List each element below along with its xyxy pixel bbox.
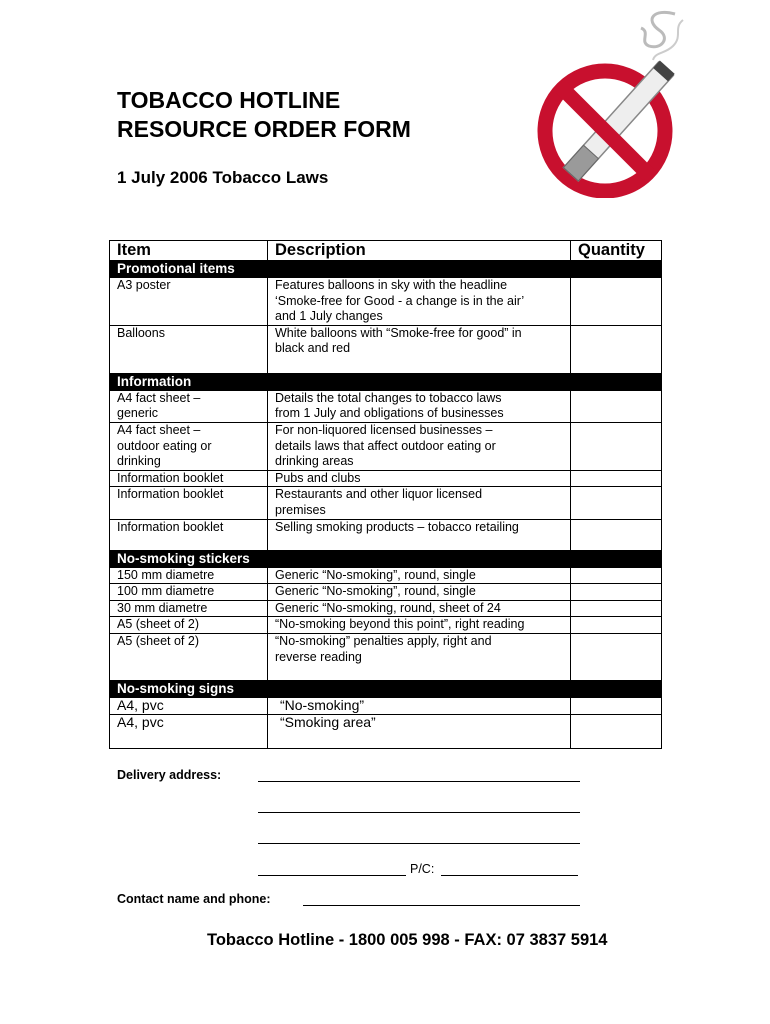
item-cell: A3 poster	[110, 278, 268, 326]
item-cell: A5 (sheet of 2)	[110, 617, 268, 634]
order-table	[109, 240, 662, 749]
postcode-label: P/C:	[410, 862, 435, 876]
description-cell: “No-smoking beyond this point”, right reading	[268, 617, 571, 634]
table-row	[110, 600, 662, 617]
column-header-quantity: Quantity	[571, 241, 662, 261]
table-row	[110, 584, 662, 601]
item-cell: A4, pvc	[110, 714, 268, 748]
delivery-address-line-3[interactable]	[258, 843, 580, 844]
description-cell: Features balloons in sky with the headline ‘Smoke-free for Good - a change is in the air’ and 1 July changes	[268, 278, 571, 326]
delivery-address-line-1[interactable]	[258, 781, 580, 782]
item-cell: 100 mm diametre	[110, 584, 268, 601]
table-header-row	[110, 241, 662, 261]
table-row	[110, 278, 662, 326]
item-cell: A5 (sheet of 2)	[110, 633, 268, 680]
item-cell: A4 fact sheet – outdoor eating or drinking	[110, 422, 268, 470]
quantity-field[interactable]	[571, 422, 662, 470]
item-cell: 30 mm diametre	[110, 600, 268, 617]
description-cell: “No-smoking”	[268, 697, 571, 714]
description-cell: Generic “No-smoking”, round, single	[268, 584, 571, 601]
column-header-description: Description	[268, 241, 571, 261]
table-row	[110, 697, 662, 714]
delivery-address-line-2[interactable]	[258, 812, 580, 813]
item-cell: A4, pvc	[110, 697, 268, 714]
section-header: No-smoking signs	[110, 680, 662, 697]
title-line-2: RESOURCE ORDER FORM	[117, 116, 411, 142]
subtitle: 1 July 2006 Tobacco Laws	[117, 168, 329, 187]
table-row	[110, 422, 662, 470]
contact-label: Contact name and phone:	[117, 892, 271, 906]
description-cell: “No-smoking” penalties apply, right and reverse reading	[268, 633, 571, 680]
item-cell: Information booklet	[110, 519, 268, 550]
table-row	[110, 519, 662, 550]
section-header: Promotional items	[110, 261, 662, 278]
quantity-field[interactable]	[571, 470, 662, 487]
delivery-address-line-4[interactable]	[258, 875, 406, 876]
description-cell: Selling smoking products – tobacco retailing	[268, 519, 571, 550]
quantity-field[interactable]	[571, 584, 662, 601]
title-line-1: TOBACCO HOTLINE	[117, 87, 341, 113]
column-header-item: Item	[110, 241, 268, 261]
description-cell: Generic “No-smoking, round, sheet of 24	[268, 600, 571, 617]
quantity-field[interactable]	[571, 617, 662, 634]
postcode-field[interactable]	[441, 875, 578, 876]
form-title	[117, 86, 411, 144]
no-smoking-icon	[533, 6, 701, 198]
quantity-field[interactable]	[571, 519, 662, 550]
item-cell: 150 mm diametre	[110, 567, 268, 584]
quantity-field[interactable]	[571, 325, 662, 373]
item-cell: Information booklet	[110, 487, 268, 519]
table-row	[110, 325, 662, 373]
section-header: Information	[110, 373, 662, 390]
table-row	[110, 617, 662, 634]
table-row	[110, 633, 662, 680]
quantity-field[interactable]	[571, 390, 662, 422]
description-cell: Details the total changes to tobacco laws from 1 July and obligations of businesses	[268, 390, 571, 422]
table-row	[110, 567, 662, 584]
table-row	[110, 714, 662, 748]
description-cell: White balloons with “Smoke-free for good” in black and red	[268, 325, 571, 373]
quantity-field[interactable]	[571, 633, 662, 680]
quantity-field[interactable]	[571, 278, 662, 326]
quantity-field[interactable]	[571, 697, 662, 714]
item-cell: Balloons	[110, 325, 268, 373]
quantity-field[interactable]	[571, 600, 662, 617]
table-row	[110, 390, 662, 422]
description-cell: Restaurants and other liquor licensed premises	[268, 487, 571, 519]
description-cell: Generic “No-smoking”, round, single	[268, 567, 571, 584]
table-row	[110, 487, 662, 519]
delivery-address-label: Delivery address:	[117, 768, 222, 782]
description-cell: Pubs and clubs	[268, 470, 571, 487]
item-cell: A4 fact sheet – generic	[110, 390, 268, 422]
item-cell: Information booklet	[110, 470, 268, 487]
quantity-field[interactable]	[571, 567, 662, 584]
hotline-footer: Tobacco Hotline - 1800 005 998 - FAX: 07 3837 5914	[207, 931, 608, 949]
description-cell: “Smoking area”	[268, 714, 571, 748]
contact-field[interactable]	[303, 905, 580, 906]
table-row	[110, 470, 662, 487]
quantity-field[interactable]	[571, 714, 662, 748]
quantity-field[interactable]	[571, 487, 662, 519]
section-header: No-smoking stickers	[110, 550, 662, 567]
description-cell: For non-liquored licensed businesses – details laws that affect outdoor eating or drinking areas	[268, 422, 571, 470]
